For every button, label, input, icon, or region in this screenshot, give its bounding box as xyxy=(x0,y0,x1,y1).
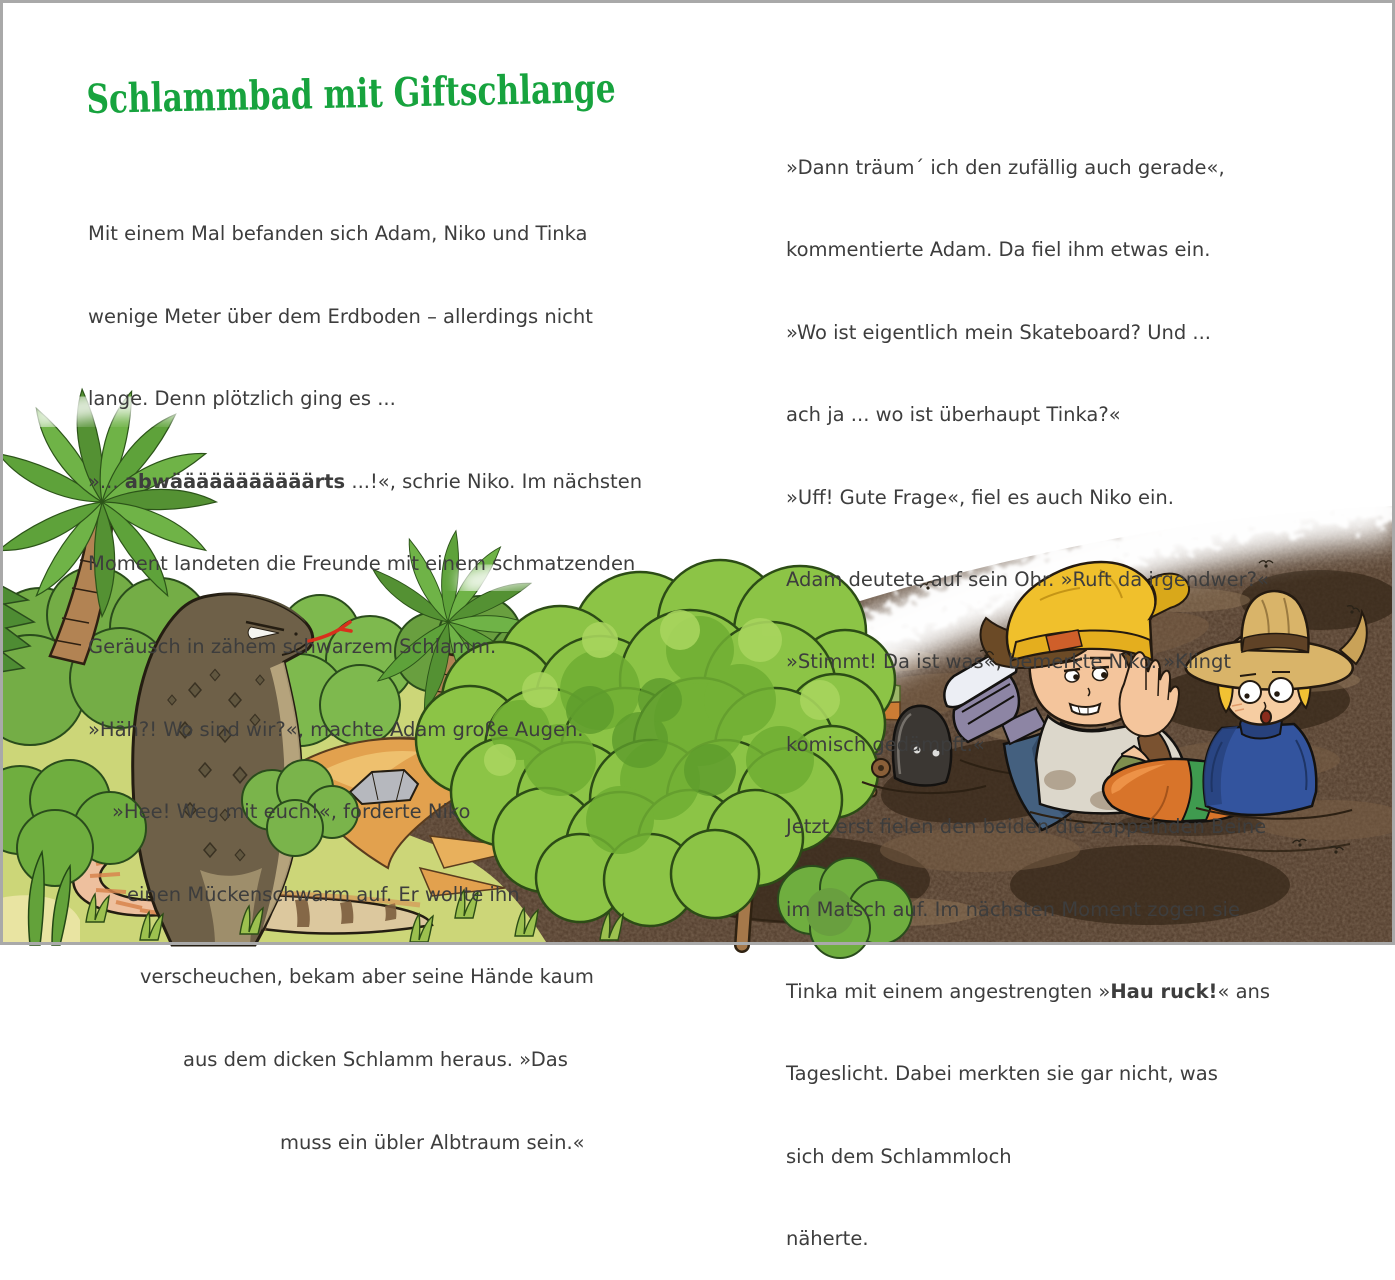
text-line: »Hee! Weg mit euch!«, forderte Niko xyxy=(112,800,471,824)
text-line: im Matsch auf. Im nächsten Moment zogen sie xyxy=(786,897,1240,921)
text-line: »Wo ist eigentlich mein Skateboard? Und ... xyxy=(786,320,1212,344)
text-line: einen Mückenschwarm auf. Er wollte ihn xyxy=(127,882,520,906)
text-line: komisch gedämpft.« xyxy=(786,732,985,756)
text-line: aus dem dicken Schlamm heraus. »Das xyxy=(183,1047,568,1071)
text-segment: Tinka mit einem angestrengten » xyxy=(786,979,1111,1003)
text-line: sich dem Schlammloch xyxy=(786,1144,1012,1168)
text-line: Adam deutete auf sein Ohr. »Ruft da irgendwer?« xyxy=(786,567,1269,591)
text-line: lange. Denn plötzlich ging es ... xyxy=(88,387,396,411)
left-page-text xyxy=(88,170,642,1184)
text-line: »Häh?! Wo sind wir?«, machte Adam große Augen. xyxy=(88,717,584,741)
text-line: kommentierte Adam. Da fiel ihm etwas ein. xyxy=(786,238,1211,262)
text-line: muss ein übler Albtraum sein.« xyxy=(280,1130,585,1154)
text-segment: « ans xyxy=(1217,979,1271,1003)
text-line: »Dann träum´ ich den zufällig auch gerade«, xyxy=(786,156,1225,179)
text-line: Mit einem Mal befanden sich Adam, Niko und Tinka xyxy=(88,222,588,245)
text-line: ach ja ... wo ist überhaupt Tinka?« xyxy=(786,403,1121,427)
niko-eye xyxy=(1269,678,1293,702)
text-line xyxy=(786,974,1270,1010)
text-line: Moment landeten die Freunde mit einem schmatzenden xyxy=(88,552,636,576)
text-segment-bold: Hau ruck! xyxy=(1110,979,1218,1003)
text-line: wenige Meter über dem Erdboden – allerdings nicht xyxy=(88,304,593,328)
text-line: »Stimmt! Da ist was«, bemerkte Niko. »Klingt xyxy=(786,650,1232,674)
text-line: verscheuchen, bekam aber seine Hände kaum xyxy=(140,965,594,989)
chapter-title: Schlammbad mit Giftschlange xyxy=(86,64,617,123)
text-segment: ...!«, schrie Niko. Im nächsten xyxy=(345,469,643,493)
text-segment-bold: abwääääääääääärts xyxy=(124,469,346,493)
text-line xyxy=(88,464,642,501)
text-line: »Uff! Gute Frage«, fiel es auch Niko ein. xyxy=(786,485,1174,509)
text-segment: »... xyxy=(88,469,125,493)
right-page-text xyxy=(786,104,1270,1280)
text-line: Tageslicht. Dabei merkten sie gar nicht, was xyxy=(786,1062,1218,1086)
text-line: Geräusch in zähem schwarzem Schlamm. xyxy=(88,634,497,658)
text-line: Jetzt erst fielen den beiden die zappelnden Beine xyxy=(786,815,1267,839)
text-line: näherte. xyxy=(786,1227,869,1251)
